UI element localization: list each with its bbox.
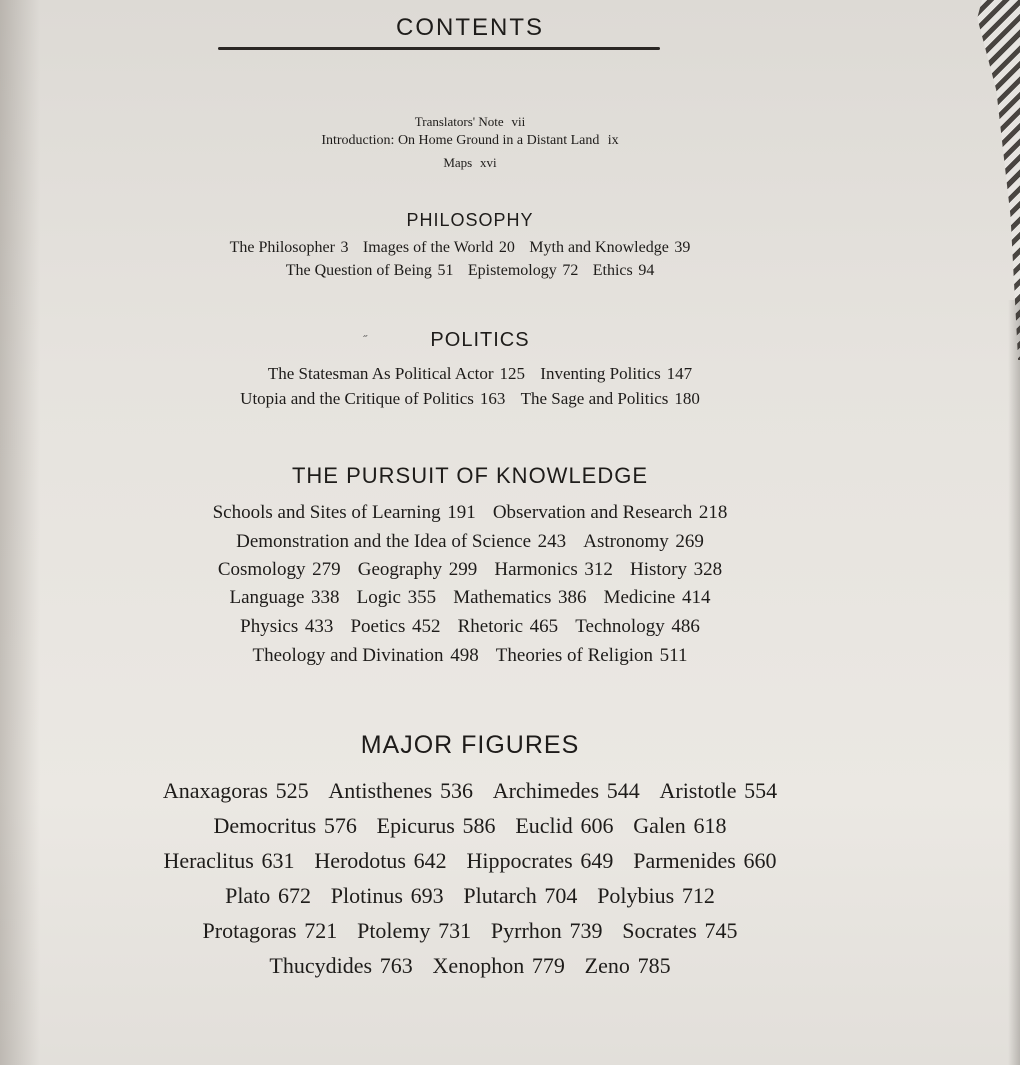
entry-label: Poetics	[350, 616, 406, 637]
title-underline	[218, 47, 660, 50]
figures-line-2	[0, 813, 940, 839]
toc-entry	[583, 531, 704, 552]
entry-page: 576	[323, 813, 357, 838]
entry-label: History	[629, 559, 687, 580]
entry-page: 94	[638, 262, 655, 279]
toc-entry	[357, 587, 436, 608]
toc-entry	[214, 813, 357, 838]
toc-entry	[529, 239, 690, 256]
entry-label: Schools and Sites of Learning	[212, 502, 441, 523]
entry-label: Observation and Research	[492, 502, 693, 523]
entry-label: Inventing Politics	[540, 364, 661, 383]
entry-page: 704	[544, 883, 578, 908]
entry-page: 191	[447, 502, 476, 523]
entry-page: 763	[379, 953, 413, 978]
entry-page: 606	[580, 813, 614, 838]
entry-label: Myth and Knowledge	[529, 239, 669, 256]
section-heading-politics: POLITICS	[430, 329, 530, 351]
toc-entry	[633, 848, 776, 873]
entry-label: Aristotle	[659, 778, 737, 803]
entry-label: Polybius	[597, 883, 675, 908]
knowledge-line-2	[0, 531, 940, 553]
entry-page: 433	[304, 616, 334, 637]
politics-line-2	[0, 389, 940, 409]
toc-entry	[493, 778, 640, 803]
toc-entry	[213, 502, 476, 523]
entry-label: Epicurus	[376, 813, 455, 838]
toc-entry	[314, 848, 446, 873]
entry-page: 486	[671, 616, 700, 637]
entry-page: 20	[498, 239, 515, 256]
entry-label: Anaxagoras	[162, 778, 268, 803]
toc-entry	[358, 559, 478, 580]
entry-label: Protagoras	[202, 918, 297, 943]
toc-entry	[622, 918, 737, 943]
toc-entry	[575, 616, 700, 637]
entry-page: 642	[413, 848, 447, 873]
toc-entry	[236, 531, 566, 552]
entry-page: 739	[569, 918, 603, 943]
toc-entry	[458, 616, 559, 637]
toc-entry	[163, 778, 309, 803]
entry-page: 693	[410, 883, 444, 908]
entry-label: Logic	[356, 587, 401, 608]
ink-speck: ˝	[363, 333, 367, 347]
toc-entry	[585, 953, 671, 978]
entry-label: Archimedes	[492, 778, 600, 803]
knowledge-line-5	[0, 616, 940, 638]
toc-entry	[491, 918, 603, 943]
entry-page: 511	[659, 645, 688, 666]
entry-page: 414	[681, 587, 711, 608]
entry-label: Euclid	[515, 813, 573, 838]
front-matter-translators-note	[0, 114, 940, 130]
entry-label: Ptolemy	[357, 918, 431, 943]
toc-entry	[453, 587, 586, 608]
toc-entry	[496, 645, 688, 666]
entry-page: 355	[407, 587, 437, 608]
entry-page: 243	[537, 531, 567, 552]
entry-label: Parmenides	[633, 848, 736, 873]
entry-label: Mathematics	[453, 587, 552, 608]
entry-page: 745	[704, 918, 738, 943]
toc-entry	[521, 389, 700, 408]
knowledge-line-6	[0, 645, 940, 667]
toc-entry	[240, 616, 333, 637]
entry-label: Zeno	[584, 953, 630, 978]
entry-label: Translators' Note	[414, 114, 504, 129]
entry-page: vii	[511, 114, 526, 129]
knowledge-line-3	[0, 559, 940, 581]
entry-label: Herodotus	[314, 848, 406, 873]
entry-page: 3	[340, 239, 349, 256]
entry-page: 649	[580, 848, 614, 873]
entry-label: The Statesman As Political Actor	[267, 364, 494, 383]
entry-label: Plato	[225, 883, 271, 908]
entry-label: Maps	[443, 155, 473, 170]
toc-entry	[230, 239, 349, 256]
entry-page: ix	[607, 133, 619, 148]
toc-entry	[240, 389, 505, 408]
toc-entry	[633, 813, 726, 838]
entry-label: Epistemology	[467, 262, 557, 279]
figures-line-3	[0, 848, 940, 874]
toc-entry	[163, 848, 294, 873]
entry-label: Physics	[240, 616, 299, 637]
figures-line-6	[0, 953, 940, 979]
entry-label: Demonstration and the Idea of Science	[236, 531, 532, 552]
entry-label: Medicine	[603, 587, 676, 608]
entry-page: 72	[562, 262, 579, 279]
toc-entry	[466, 848, 613, 873]
politics-line-1	[10, 364, 950, 384]
toc-entry	[604, 587, 711, 608]
toc-entry	[253, 645, 479, 666]
entry-label: Galen	[633, 813, 686, 838]
toc-entry	[433, 953, 565, 978]
entry-label: Rhetoric	[457, 616, 524, 637]
toc-entry	[286, 262, 454, 279]
figures-line-5	[0, 918, 940, 944]
entry-page: 312	[584, 559, 613, 580]
front-matter-maps	[0, 155, 940, 171]
entry-page: 618	[693, 813, 727, 838]
entry-label: Democritus	[213, 813, 317, 838]
entry-page: 525	[275, 778, 309, 803]
entry-page: 338	[311, 587, 340, 608]
toc-entry	[218, 559, 341, 580]
entry-page: 660	[743, 848, 777, 873]
page-title: CONTENTS	[396, 14, 544, 41]
entry-page: 712	[681, 883, 715, 908]
entry-page: 721	[304, 918, 338, 943]
entry-page: 328	[693, 559, 723, 580]
entry-page: 299	[448, 559, 478, 580]
figures-line-1	[0, 778, 940, 804]
entry-page: 465	[529, 616, 559, 637]
figures-line-4	[0, 883, 940, 909]
entry-page: 218	[698, 502, 728, 523]
toc-entry	[377, 813, 496, 838]
entry-label: Language	[229, 587, 305, 608]
toc-entry	[468, 262, 578, 279]
toc-entry	[363, 239, 515, 256]
toc-entry	[230, 587, 340, 608]
entry-page: 554	[744, 778, 778, 803]
entry-page: 147	[666, 364, 693, 383]
toc-entry	[515, 813, 613, 838]
entry-label: Plutarch	[463, 883, 537, 908]
toc-entry	[225, 883, 311, 908]
knowledge-line-1	[0, 502, 940, 524]
entry-label: Xenophon	[432, 953, 525, 978]
entry-page: 163	[479, 389, 506, 408]
entry-label: The Philosopher	[229, 239, 335, 256]
entry-label: Heraclitus	[163, 848, 254, 873]
entry-label: Plotinus	[330, 883, 403, 908]
toc-entry	[350, 616, 440, 637]
toc-entry	[493, 502, 728, 523]
entry-page: 731	[438, 918, 472, 943]
entry-page: xvi	[480, 155, 497, 170]
entry-label: Hippocrates	[466, 848, 573, 873]
entry-page: 125	[499, 364, 525, 383]
toc-entry	[268, 364, 525, 383]
entry-label: Theology and Divination	[252, 645, 444, 666]
entry-label: Theories of Religion	[495, 645, 654, 666]
toc-entry	[331, 883, 444, 908]
entry-page: 39	[674, 239, 691, 256]
entry-page: 498	[450, 645, 479, 666]
entry-label: Cosmology	[217, 559, 306, 580]
toc-entry	[463, 883, 577, 908]
entry-label: Astronomy	[583, 531, 669, 552]
entry-label: Socrates	[622, 918, 697, 943]
toc-entry	[593, 262, 655, 279]
entry-label: Technology	[575, 616, 665, 637]
toc-entry	[659, 778, 777, 803]
entry-label: Antisthenes	[328, 778, 433, 803]
toc-entry	[540, 364, 692, 383]
entry-page: 631	[261, 848, 295, 873]
entry-label: The Sage and Politics	[520, 389, 669, 408]
toc-entry	[357, 918, 471, 943]
entry-label: Introduction: On Home Ground in a Distant Land	[321, 133, 600, 148]
entry-label: Thucydides	[269, 953, 373, 978]
entry-page: 279	[312, 559, 341, 580]
toc-entry	[203, 918, 338, 943]
entry-label: Pyrrhon	[490, 918, 562, 943]
front-matter-introduction	[0, 133, 940, 149]
knowledge-line-4	[0, 587, 940, 609]
entry-page: 536	[439, 778, 473, 803]
entry-label: Geography	[357, 559, 443, 580]
entry-label: The Question of Being	[285, 262, 432, 279]
toc-entry	[269, 953, 412, 978]
entry-page: 180	[674, 389, 700, 408]
entry-page: 452	[412, 616, 441, 637]
entry-page: 51	[437, 262, 454, 279]
entry-label: Harmonics	[494, 559, 578, 580]
entry-page: 672	[278, 883, 311, 908]
toc-entry	[494, 559, 613, 580]
philosophy-line-1	[0, 239, 930, 257]
entry-page: 586	[462, 813, 496, 838]
section-heading-philosophy: PHILOSOPHY	[406, 210, 534, 230]
toc-entry	[328, 778, 473, 803]
entry-page: 779	[531, 953, 565, 978]
entry-label: Utopia and the Critique of Politics	[240, 389, 474, 408]
toc-entry	[597, 883, 715, 908]
entry-label: Ethics	[592, 262, 633, 279]
entry-page: 544	[606, 778, 640, 803]
section-heading-figures: MAJOR FIGURES	[360, 731, 580, 759]
toc-entry	[630, 559, 722, 580]
entry-page: 386	[557, 587, 587, 608]
philosophy-line-2	[0, 262, 940, 280]
entry-page: 785	[637, 953, 671, 978]
entry-page: 269	[675, 531, 704, 552]
section-heading-knowledge: THE PURSUIT OF KNOWLEDGE	[291, 463, 649, 488]
entry-label: Images of the World	[362, 239, 494, 256]
